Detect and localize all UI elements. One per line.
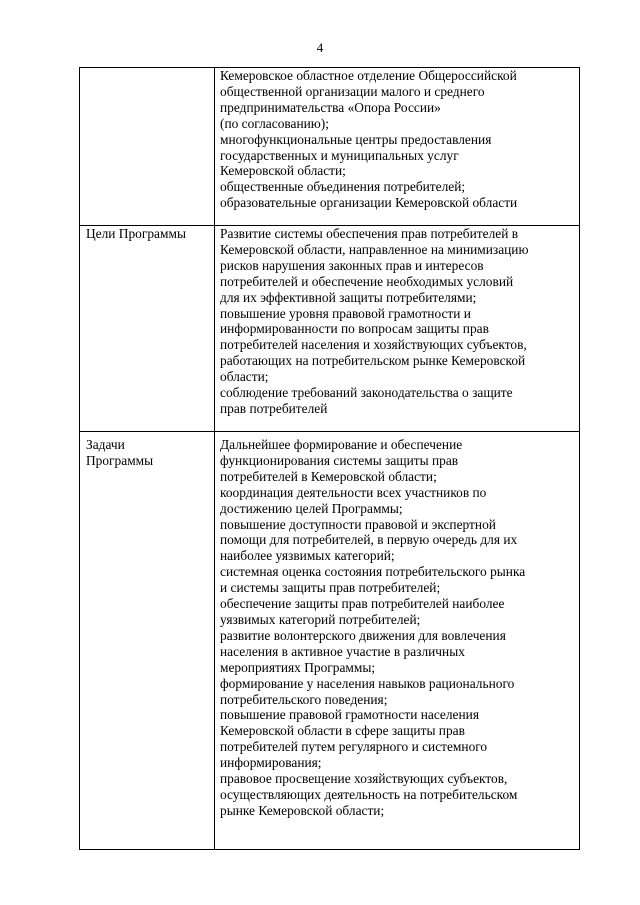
- content-line: работающих на потребительском рынке Кемеровской: [220, 353, 526, 369]
- row-label-text: Задачи: [86, 437, 125, 452]
- program-passport-table: [79, 67, 580, 850]
- content-line: и системы защиты прав потребителей;: [220, 580, 441, 596]
- content-line: потребительского поведения;: [220, 691, 388, 707]
- row-label-text: Цели Программы: [86, 226, 186, 241]
- content-line: Дальнейшее формирование и обеспечение: [220, 437, 463, 452]
- content-line: потребителей путем регулярного и системного: [220, 739, 488, 755]
- content-line: помощи для потребителей, в первую очередь для их: [220, 532, 518, 548]
- content-line: (по согласованию);: [220, 115, 329, 131]
- content-line: общественные объединения потребителей;: [220, 179, 466, 195]
- table-row-program-tasks: [80, 432, 580, 850]
- content-line: обеспечение защиты прав потребителей наиболее: [220, 596, 505, 612]
- content-line: общественной организации малого и среднего: [220, 83, 485, 99]
- content-line: потребителей населения и хозяйствующих субъектов,: [220, 337, 527, 353]
- row-label-cell: [80, 226, 215, 432]
- content-line: Кемеровской области в сфере защиты прав: [220, 723, 465, 739]
- content-line: Развитие системы обеспечения прав потребителей в: [220, 226, 519, 241]
- content-line: рисков нарушения законных прав и интересов: [220, 257, 484, 273]
- content-line: информированности по вопросам защиты прав: [220, 321, 489, 337]
- content-line: области;: [220, 369, 269, 385]
- content-line: системная оценка состояния потребительского рынка: [220, 564, 526, 580]
- content-line: многофункциональные центры предоставления: [220, 131, 492, 147]
- content-line: повышение доступности правовой и экспертной: [220, 516, 496, 532]
- content-line: повышение уровня правовой грамотности и: [220, 305, 471, 321]
- content-line: рынке Кемеровской области;: [220, 802, 385, 818]
- content-line: Кемеровской области, направленное на минимизацию: [220, 241, 529, 257]
- content-line: правовое просвещение хозяйствующих субъектов,: [220, 771, 508, 787]
- content-line: наиболее уязвимых категорий;: [220, 548, 395, 564]
- row-content-cell: [215, 68, 580, 226]
- table-row-program-goals: [80, 226, 580, 432]
- content-line: повышение правовой грамотности населения: [220, 707, 479, 723]
- row-label-cell: [80, 432, 215, 850]
- content-line: прав потребителей: [220, 400, 328, 416]
- row-content-cell: [215, 226, 580, 432]
- row-content-cell: [215, 432, 580, 850]
- content-line: информирования;: [220, 755, 322, 771]
- content-line: мероприятиях Программы;: [220, 659, 376, 675]
- content-line: осуществляющих деятельность на потребительском: [220, 786, 518, 802]
- content-line: Кемеровское областное отделение Общероссийской: [220, 68, 517, 83]
- content-line: потребителей и обеспечение необходимых условий: [220, 273, 514, 289]
- content-line: развитие волонтерского движения для вовлечения: [220, 627, 506, 643]
- content-line: формирование у населения навыков рационального: [220, 675, 515, 691]
- content-line: населения в активное участие в различных: [220, 643, 465, 659]
- row-label-cell: [80, 68, 215, 226]
- content-line: потребителей в Кемеровской области;: [220, 468, 437, 484]
- content-line: государственных и муниципальных услуг: [220, 147, 459, 163]
- page-number: 4: [316, 40, 324, 55]
- row-label-text: Программы: [86, 452, 154, 468]
- content-line: соблюдение требований законодательства о защите: [220, 385, 513, 401]
- content-line: функционирования системы защиты прав: [220, 452, 459, 468]
- content-line: координация деятельности всех участников по: [220, 484, 487, 500]
- content-line: достижению целей Программы;: [220, 500, 403, 516]
- content-line: образовательные организации Кемеровской области: [220, 195, 518, 211]
- content-line: уязвимых категорий потребителей;: [220, 611, 421, 627]
- content-line: для их эффективной защиты потребителями;: [220, 289, 477, 305]
- content-line: Кемеровской области;: [220, 163, 346, 179]
- table-row-participants-continued: [80, 68, 580, 226]
- content-line: предпринимательства «Опора России»: [220, 99, 441, 115]
